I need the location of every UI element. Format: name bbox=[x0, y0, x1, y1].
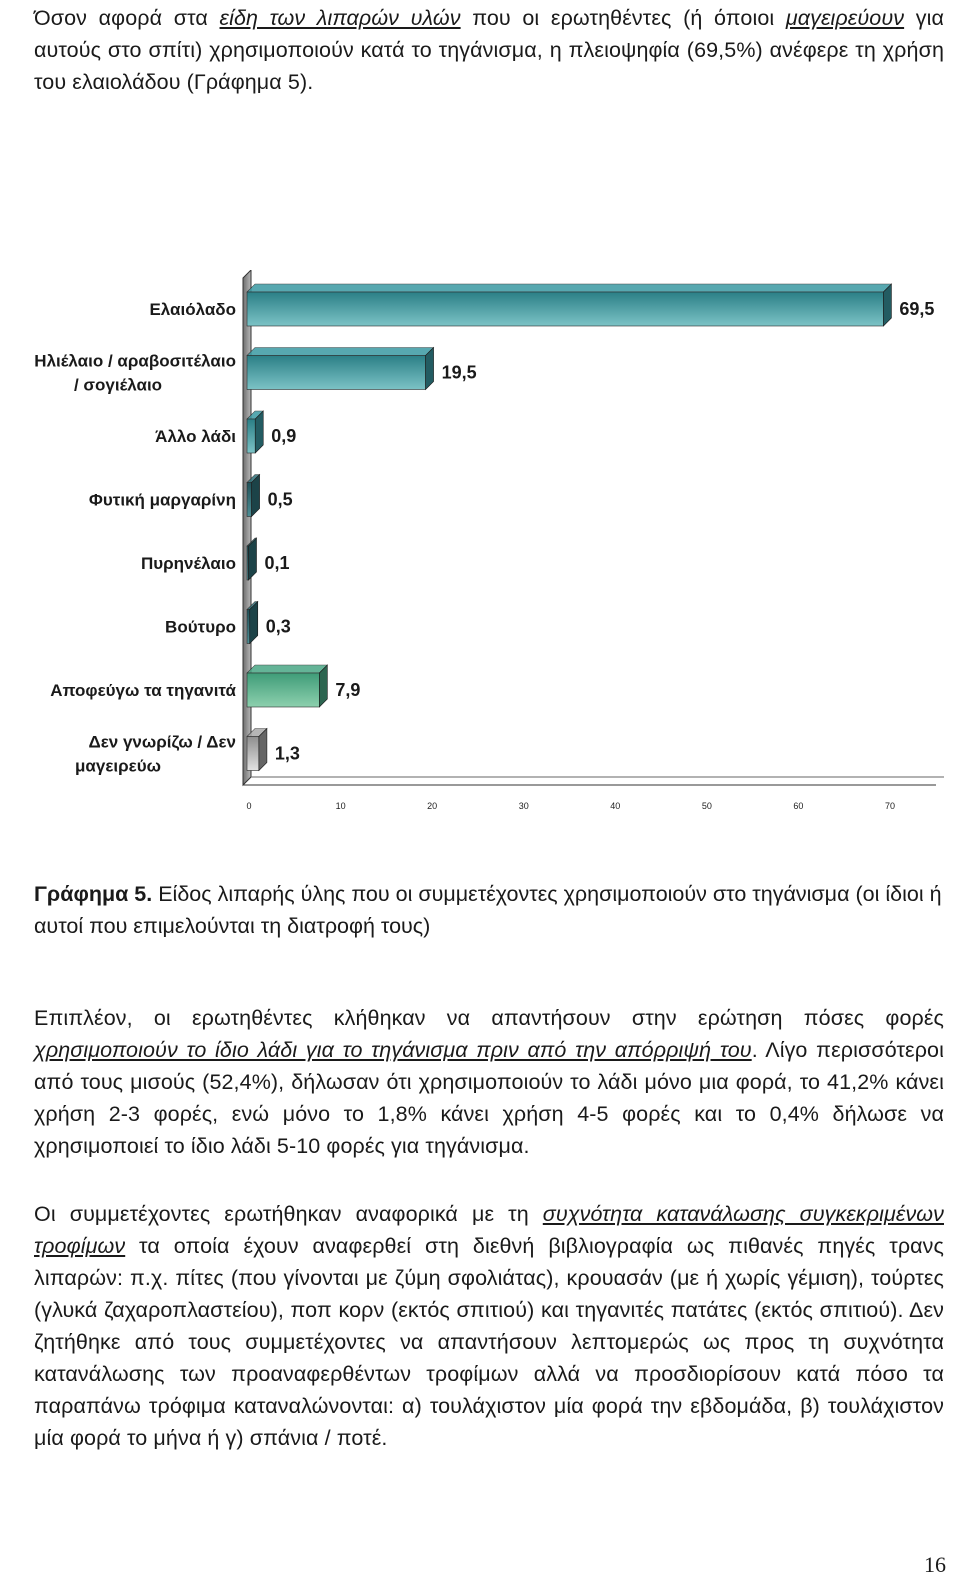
intro-paragraph bbox=[34, 2, 944, 98]
category-label: Ηλιέλαιο / αραβοσιτέλαιο bbox=[34, 351, 236, 371]
bar-top-face bbox=[247, 284, 891, 292]
category-label: Άλλο λάδι bbox=[155, 427, 236, 446]
text-run: Επιπλέον, οι ερωτηθέντες κλήθηκαν να απαντήσουν στην ερώτηση πόσες φορές bbox=[34, 1006, 944, 1030]
text-run: που οι ερωτηθέντες (ή όποιοι bbox=[460, 6, 786, 30]
x-tick-label: 40 bbox=[610, 801, 621, 811]
text-run: Όσον αφορά στα bbox=[34, 6, 220, 30]
category-label: Αποφεύγω τα τηγανιτά bbox=[50, 681, 236, 700]
data-label: 0,5 bbox=[267, 489, 293, 510]
bar bbox=[247, 292, 883, 326]
caption-label: Γράφημα 5. bbox=[34, 882, 153, 906]
x-tick-label: 20 bbox=[427, 801, 438, 811]
x-tick-label: 50 bbox=[701, 801, 712, 811]
text-run: . Λίγο περισσότεροι από τους μισούς (52,4%), δήλωσαν ότι χρησιμοποιούν το λάδι μόνο μια φορά, το 41,2% κάνει χρήση 2-3 φορές, ενώ μόνο το 1,8% κάνει χρήση 4-5 φορές και το 0,4% δήλωσε να χρησιμοποιεί το ίδιο λάδι 5-10 φορές για τηγάνισμα. bbox=[34, 1038, 944, 1158]
data-label: 1,3 bbox=[274, 743, 300, 764]
axis-wall bbox=[243, 270, 251, 785]
text-run: τα οποία έχουν αναφερθεί στη διεθνή βιβλιογραφία ως πιθανές πηγές τρανς λιπαρών: π.χ. πίτες (που γίνονται με ζύμη σφολιάτας), κρουασάν (με ή χωρίς γέμιση), τούρτες (γλυκά ζαχαροπλαστείου), ποπ κορν (εκτός σπιτιού) και τηγανιτές πατάτες (εκτός σπιτιού). Δεν ζητήθηκε από τους συμμετέχοντες να απαντήσουν λεπτομερώς ως προς τη συχνότητα κατανάλωσης των προαναφερθέντων τροφίμων αλλά να προσδιορίσουν κατά πόσο τα παραπάνω τρόφιμα καταναλώνονται: α) τουλάχιστον μία φορά την εβδομάδα, β) τουλάχιστον μία φορά το μήνα ή γ) σπάνια / ποτέ. bbox=[34, 1234, 944, 1450]
text-run: Οι συμμετέχοντες ερωτήθηκαν αναφορικά με τη bbox=[34, 1202, 543, 1226]
x-tick-label: 60 bbox=[793, 801, 804, 811]
category-label: Δεν γνωρίζω / Δεν bbox=[88, 732, 236, 752]
x-tick-label: 10 bbox=[335, 801, 346, 811]
bar bbox=[247, 483, 252, 517]
caption-text: Είδος λιπαρής ύλης που οι συμμετέχοντες χρησιμοποιούν στο τηγάνισμα (οι ίδιοι ή αυτοί που επιμελούνται τη διατροφή τους) bbox=[34, 882, 942, 938]
bar bbox=[247, 610, 250, 644]
emphasis-text: είδη των λιπαρών υλών bbox=[219, 6, 461, 30]
text-run: για αυτούς στο σπίτι) χρησιμοποιούν κατά το τηγάνισμα, η πλειοψηφία (69,5%) ανέφερε τη χρήση του ελαιολάδου (Γράφημα 5). bbox=[34, 6, 944, 94]
food-frequency-paragraph bbox=[34, 1198, 944, 1454]
data-label: 0,1 bbox=[264, 553, 290, 573]
bar bbox=[247, 419, 255, 453]
category-label: Βούτυρο bbox=[165, 617, 236, 637]
data-label: 69,5 bbox=[899, 299, 935, 319]
bar bbox=[247, 356, 426, 390]
page-number: 16 bbox=[924, 1552, 946, 1577]
bar-top-face bbox=[247, 348, 434, 356]
oil-reuse-paragraph bbox=[34, 1002, 944, 1162]
x-tick-label: 30 bbox=[518, 801, 529, 811]
category-label: μαγειρεύω bbox=[75, 756, 161, 776]
emphasis-text: συχνότητα κατανάλωσης συγκεκριμένων τροφίμων bbox=[34, 1202, 944, 1258]
fat-type-bar-chart bbox=[0, 270, 960, 830]
x-tick-label: 70 bbox=[884, 801, 896, 811]
data-label: 0,3 bbox=[265, 616, 291, 637]
data-label: 19,5 bbox=[441, 362, 477, 383]
chart-caption bbox=[34, 878, 944, 942]
bar-top-face bbox=[247, 665, 327, 673]
x-tick-label: 0 bbox=[246, 801, 252, 811]
emphasis-text: μαγειρεύουν bbox=[785, 6, 905, 30]
category-label: Φυτική μαργαρίνη bbox=[88, 490, 236, 510]
category-label: / σογιέλαιο bbox=[73, 375, 163, 395]
emphasis-text: χρησιμοποιούν το ίδιο λάδι για το τηγάνισμα πριν από την απόρριψή του bbox=[34, 1038, 752, 1062]
bar bbox=[247, 737, 259, 771]
category-label: Πυρηνέλαιο bbox=[140, 554, 236, 573]
data-label: 7,9 bbox=[335, 680, 361, 700]
category-label: Ελαιόλαδο bbox=[149, 300, 236, 319]
data-label: 0,9 bbox=[271, 426, 297, 446]
bar bbox=[247, 673, 319, 707]
